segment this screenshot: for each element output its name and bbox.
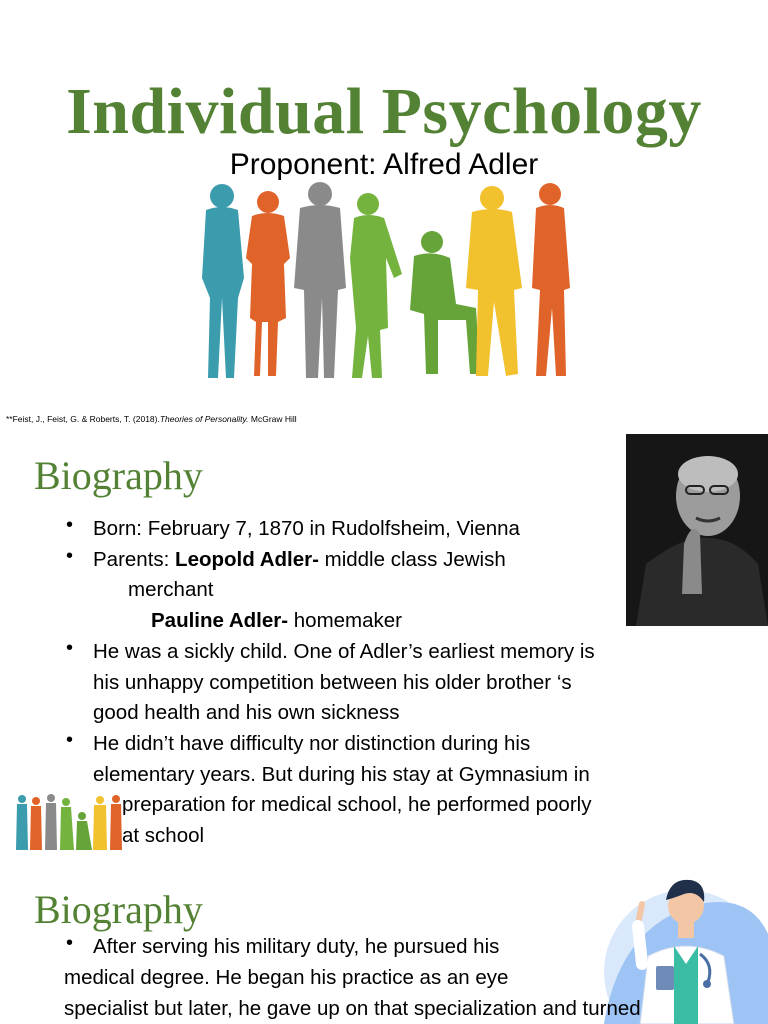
people-silhouettes-illustration (188, 178, 580, 384)
mother-line (151, 606, 402, 637)
slide-biography-2 (0, 864, 768, 1024)
section-heading: Biography (34, 887, 203, 932)
slide-biography-1 (0, 432, 768, 864)
parents-label: Parents: (93, 548, 176, 571)
sickly-line-3: good health and his own sickness (93, 701, 400, 724)
military-line-1: After serving his military duty, he pursued his (93, 935, 500, 958)
school-line-1: He didn’t have difficulty nor distinction during his (93, 732, 531, 755)
military-line-2: medical degree. He began his practice as an eye (64, 966, 509, 989)
slide-title (0, 0, 768, 432)
father-desc: middle class Jewish (318, 548, 506, 571)
bullet-marker: • (66, 637, 74, 659)
section-heading: Biography (34, 453, 203, 498)
born-text: Born: February 7, 1870 in Rudolfsheim, Vienna (93, 517, 520, 540)
bullet-marker: • (66, 932, 74, 954)
person-figure-gray (294, 182, 346, 378)
bullet-marker: • (66, 514, 74, 536)
person-figure-green (350, 193, 402, 378)
bullet-marker: • (66, 729, 74, 751)
school-line-4: at school (122, 824, 205, 847)
citation (6, 414, 297, 424)
mother-desc: homemaker (288, 609, 403, 632)
father-name: Leopold Adler- (175, 548, 319, 571)
military-line-3: specialist but later, he gave up on that specialization and turned (64, 997, 641, 1020)
parents-line (93, 545, 506, 576)
sickly-line-2: his unhappy competition between his older brother ‘s (93, 671, 572, 694)
citation-prefix: **Feist, J., Feist, G. & Roberts, T. (2018). (6, 414, 160, 424)
citation-publisher: McGraw Hill (248, 414, 297, 424)
citation-book-title: Theories of Personality. (159, 414, 249, 424)
person-figure-teal (202, 184, 244, 378)
father-desc-cont: merchant (128, 578, 214, 601)
school-line-2: elementary years. But during his stay at Gymnasium in (93, 763, 590, 786)
page-title: Individual Psychology (66, 75, 702, 148)
sickly-line-1: He was a sickly child. One of Adler’s earliest memory is (93, 640, 595, 663)
bullet-marker: • (66, 545, 74, 567)
portrait-icon (626, 434, 768, 626)
people-silhouettes-small-icon (14, 794, 126, 852)
school-line-3: preparation for medical school, he performed poorly (122, 793, 592, 816)
subtitle-proponent: Proponent: Alfred Adler (229, 148, 539, 181)
mother-name: Pauline Adler- (151, 609, 289, 632)
alfred-adler-portrait (626, 434, 768, 626)
person-figure-orange (246, 191, 290, 376)
person-figure-orange-2 (532, 183, 570, 376)
